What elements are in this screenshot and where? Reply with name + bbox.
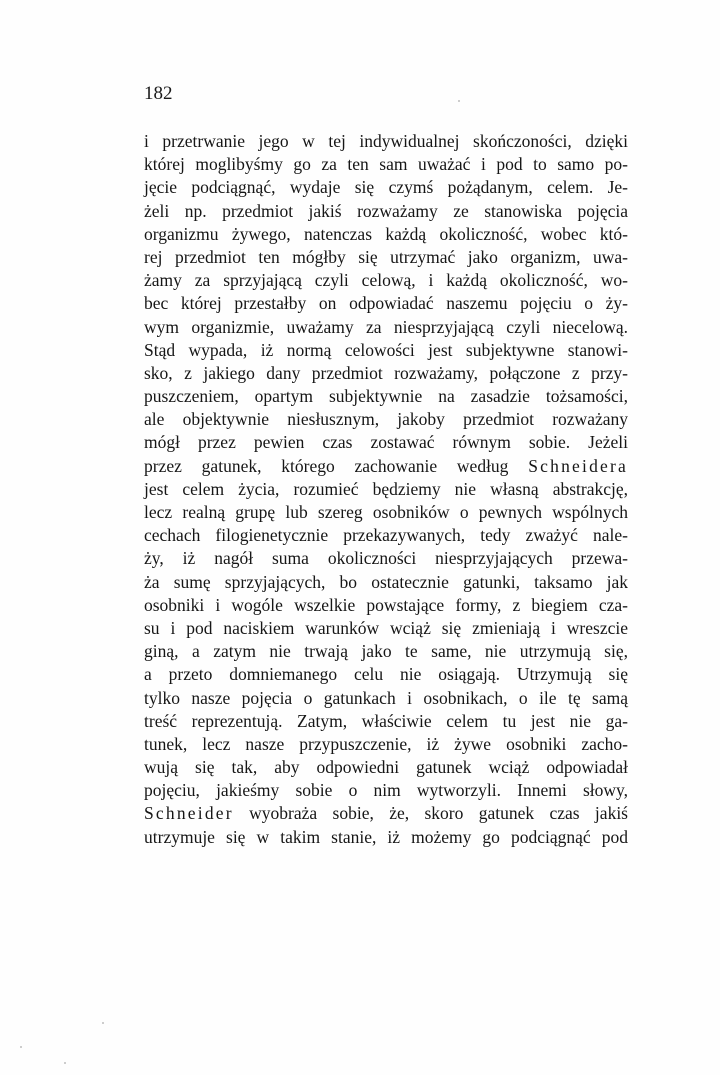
text-segment: wują się tak, aby odpowiedni gatunek wciąż odpowiadał xyxy=(144,757,628,778)
text-segment: puszczeniem, opartym subjektywnie na zasadzie tożsamości, xyxy=(144,386,628,407)
text-segment: żeli np. przedmiot jakiś rozważamy ze stanowiska pojęcia xyxy=(144,200,628,221)
text-line xyxy=(144,478,628,501)
text-segment: utrzymuje się w takim stanie, iż możemy go podciągnąć pod xyxy=(144,826,628,847)
text-line xyxy=(144,663,628,686)
text-line xyxy=(144,408,628,431)
text-line xyxy=(144,687,628,710)
text-segment: jest celem życia, rozumieć będziemy nie własną abstrakcję, xyxy=(144,478,628,499)
text-line xyxy=(144,362,628,385)
text-segment: su i pod naciskiem warunków wciąż się zmieniają i wreszcie xyxy=(144,617,628,638)
text-line xyxy=(144,547,628,570)
text-line xyxy=(144,292,628,315)
paper-speck xyxy=(64,1062,66,1064)
text-line xyxy=(144,339,628,362)
text-segment: której moglibyśmy go za ten sam uważać i pod to samo po- xyxy=(144,154,628,175)
text-line xyxy=(144,779,628,802)
text-segment: wyobraża sobie, że, skoro gatunek czas jakiś xyxy=(233,803,628,824)
text-line xyxy=(144,501,628,524)
text-segment: rej przedmiot ten mógłby się utrzymać jako organizm, uwa- xyxy=(144,246,628,267)
text-segment: osobniki i wogóle wszelkie powstające formy, z biegiem cza- xyxy=(144,594,628,615)
text-line xyxy=(144,455,628,478)
text-segment: a przeto domniemanego celu nie osiągają. Utrzymują się xyxy=(144,664,628,685)
text-segment: wym organizmie, uważamy za niesprzyjającą czyli niecelową. xyxy=(144,316,628,337)
text-segment: lecz realną grupę lub szereg osobników o pewnych wspólnych xyxy=(144,502,628,522)
text-line xyxy=(144,200,628,223)
text-segment: treść reprezentują. Zatym, właściwie celem tu jest nie ga- xyxy=(144,710,628,731)
text-line xyxy=(144,571,628,594)
text-line xyxy=(144,385,628,408)
text-segment: pojęciu, jakieśmy sobie o nim wytworzyli. Innemi słowy, xyxy=(144,780,628,801)
text-segment: bec której przestałby on odpowiadać naszemu pojęciu o ży- xyxy=(144,293,628,314)
text-line xyxy=(144,594,628,617)
text-line xyxy=(144,246,628,269)
text-segment: jęcie podciągnąć, wydaje się czymś pożądanym, celem. Je- xyxy=(144,177,628,198)
spaced-name: Schneidera xyxy=(528,455,628,476)
text-line xyxy=(144,431,628,454)
text-line xyxy=(144,524,628,547)
paper-speck xyxy=(20,1046,22,1048)
text-line xyxy=(144,733,628,756)
text-line xyxy=(144,269,628,292)
text-line xyxy=(144,756,628,779)
text-segment: tunek, lecz nasze przypuszczenie, iż żywe osobniki zacho- xyxy=(144,733,628,754)
text-segment: żamy za sprzyjającą czyli celową, i każdą okoliczność, wo- xyxy=(144,270,628,291)
text-segment: i przetrwanie jego w tej indywidualnej skończoności, dzięki xyxy=(144,131,628,151)
text-segment: Stąd wypada, iż normą celowości jest subjektywne stanowi- xyxy=(144,339,628,360)
page-number: 182 xyxy=(144,83,173,104)
text-segment: mógł przez pewien czas zostawać równym sobie. Jeżeli xyxy=(144,432,628,453)
text-line xyxy=(144,617,628,640)
paper-speck xyxy=(458,100,460,102)
text-line xyxy=(144,316,628,339)
text-line xyxy=(144,710,628,733)
text-segment: przez gatunek, którego zachowanie według xyxy=(144,455,529,476)
text-segment: ży, iż nagół suma okoliczności niesprzyjających przewa- xyxy=(144,548,628,569)
text-line xyxy=(144,223,628,246)
text-segment: ża sumę sprzyjających, bo ostatecznie gatunki, taksamo jak xyxy=(144,571,628,592)
text-line xyxy=(144,640,628,663)
text-line xyxy=(144,802,628,825)
text-segment: sko, z jakiego dany przedmiot rozważamy, połączone z przy- xyxy=(144,362,628,383)
text-line xyxy=(144,176,628,199)
text-segment: cechach filogienetycznie przekazywanych, tedy zważyć nale- xyxy=(144,525,628,546)
text-segment: ale objektywnie niesłusznym, jakoby przedmiot rozważany xyxy=(144,409,628,430)
paper-speck xyxy=(102,1022,104,1024)
body-text xyxy=(144,130,628,849)
text-line xyxy=(144,130,628,153)
text-line xyxy=(144,826,628,849)
spaced-name: Schneider xyxy=(144,803,234,824)
text-line xyxy=(144,153,628,176)
text-segment: organizmu żywego, natenczas każdą okoliczność, wobec któ- xyxy=(144,223,628,244)
text-segment: tylko nasze pojęcia o gatunkach i osobnikach, o ile tę samą xyxy=(144,687,628,708)
text-segment: giną, a zatym nie trwają jako te same, nie utrzymują się, xyxy=(144,641,628,662)
